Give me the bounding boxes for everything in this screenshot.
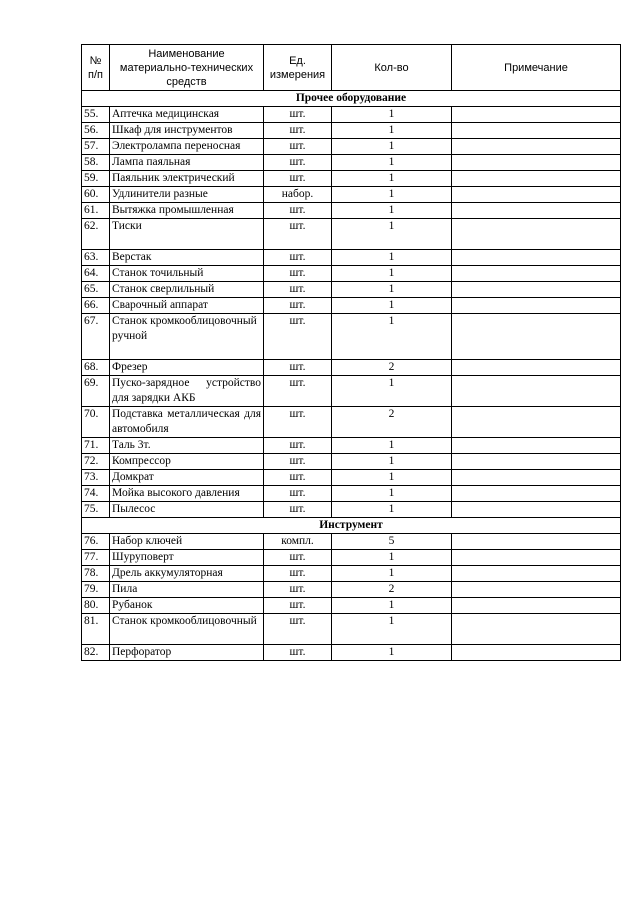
cell-note (452, 407, 621, 438)
cell-note (452, 298, 621, 314)
cell-name: Верстак (110, 250, 264, 266)
cell-name: Станок точильный (110, 266, 264, 282)
cell-qty: 1 (332, 298, 452, 314)
cell-unit: шт. (264, 645, 332, 661)
cell-qty: 5 (332, 534, 452, 550)
table-row (82, 502, 621, 518)
cell-unit: шт. (264, 454, 332, 470)
cell-num: 59. (82, 171, 110, 187)
cell-num: 65. (82, 282, 110, 298)
table-row (82, 598, 621, 614)
header-unit: Ед. измерения (264, 45, 332, 91)
section-header-row (82, 91, 621, 107)
cell-num: 78. (82, 566, 110, 582)
table-row (82, 360, 621, 376)
cell-note (452, 376, 621, 407)
cell-name: Подставка металлическая для автомобиля (110, 407, 264, 438)
cell-note (452, 566, 621, 582)
cell-unit: шт. (264, 550, 332, 566)
cell-name: Пуско-зарядное устройство для зарядки АКБ (110, 376, 264, 407)
cell-qty: 1 (332, 614, 452, 645)
cell-note (452, 219, 621, 250)
cell-qty: 1 (332, 219, 452, 250)
cell-note (452, 598, 621, 614)
cell-qty: 1 (332, 438, 452, 454)
cell-unit: компл. (264, 534, 332, 550)
cell-name: Шкаф для инструментов (110, 123, 264, 139)
cell-num: 57. (82, 139, 110, 155)
cell-num: 58. (82, 155, 110, 171)
table-row (82, 550, 621, 566)
cell-unit: шт. (264, 314, 332, 360)
cell-qty: 1 (332, 486, 452, 502)
cell-note (452, 266, 621, 282)
cell-num: 72. (82, 454, 110, 470)
cell-unit: шт. (264, 250, 332, 266)
table-row (82, 266, 621, 282)
cell-unit: шт. (264, 438, 332, 454)
cell-name: Станок кромкооблицовочный (110, 614, 264, 645)
cell-qty: 1 (332, 645, 452, 661)
cell-num: 71. (82, 438, 110, 454)
header-name: Наименование материально-технических средств (110, 45, 264, 91)
cell-note (452, 187, 621, 203)
cell-qty: 2 (332, 582, 452, 598)
cell-name: Сварочный аппарат (110, 298, 264, 314)
cell-num: 64. (82, 266, 110, 282)
section-title: Инструмент (82, 518, 621, 534)
cell-qty: 1 (332, 266, 452, 282)
table-row (82, 486, 621, 502)
table-row (82, 250, 621, 266)
cell-note (452, 123, 621, 139)
cell-qty: 1 (332, 598, 452, 614)
table-row (82, 438, 621, 454)
cell-name: Рубанок (110, 598, 264, 614)
cell-note (452, 171, 621, 187)
cell-unit: набор. (264, 187, 332, 203)
table-row (82, 582, 621, 598)
cell-qty: 1 (332, 376, 452, 407)
cell-num: 68. (82, 360, 110, 376)
cell-note (452, 470, 621, 486)
cell-qty: 1 (332, 123, 452, 139)
cell-note (452, 645, 621, 661)
table-row (82, 282, 621, 298)
cell-unit: шт. (264, 582, 332, 598)
cell-name: Аптечка медицинская (110, 107, 264, 123)
cell-name: Перфоратор (110, 645, 264, 661)
cell-note (452, 438, 621, 454)
header-num: № п/п (82, 45, 110, 91)
cell-unit: шт. (264, 486, 332, 502)
cell-name: Пылесос (110, 502, 264, 518)
table-row (82, 139, 621, 155)
cell-qty: 1 (332, 203, 452, 219)
cell-name: Компрессор (110, 454, 264, 470)
cell-qty: 2 (332, 360, 452, 376)
cell-qty: 2 (332, 407, 452, 438)
table-row (82, 534, 621, 550)
cell-qty: 1 (332, 314, 452, 360)
cell-unit: шт. (264, 502, 332, 518)
cell-num: 56. (82, 123, 110, 139)
table-row (82, 614, 621, 645)
cell-name: Пила (110, 582, 264, 598)
table-row (82, 171, 621, 187)
table-row (82, 123, 621, 139)
cell-num: 74. (82, 486, 110, 502)
cell-qty: 1 (332, 454, 452, 470)
cell-name: Лампа паяльная (110, 155, 264, 171)
cell-note (452, 550, 621, 566)
cell-name: Набор ключей (110, 534, 264, 550)
table-row (82, 107, 621, 123)
cell-num: 79. (82, 582, 110, 598)
cell-unit: шт. (264, 139, 332, 155)
cell-num: 70. (82, 407, 110, 438)
cell-qty: 1 (332, 282, 452, 298)
cell-num: 69. (82, 376, 110, 407)
cell-note (452, 139, 621, 155)
cell-unit: шт. (264, 123, 332, 139)
cell-num: 73. (82, 470, 110, 486)
cell-name: Удлинители разные (110, 187, 264, 203)
cell-name: Станок сверлильный (110, 282, 264, 298)
table-row (82, 645, 621, 661)
table-row (82, 203, 621, 219)
cell-name: Шуруповерт (110, 550, 264, 566)
cell-unit: шт. (264, 407, 332, 438)
cell-name: Тиски (110, 219, 264, 250)
cell-note (452, 582, 621, 598)
cell-num: 82. (82, 645, 110, 661)
cell-num: 80. (82, 598, 110, 614)
cell-unit: шт. (264, 107, 332, 123)
cell-qty: 1 (332, 502, 452, 518)
table-header-row (82, 45, 621, 91)
header-note: Примечание (452, 45, 621, 91)
cell-qty: 1 (332, 107, 452, 123)
cell-num: 62. (82, 219, 110, 250)
table-row (82, 155, 621, 171)
cell-num: 55. (82, 107, 110, 123)
cell-name: Дрель аккумуляторная (110, 566, 264, 582)
cell-unit: шт. (264, 266, 332, 282)
cell-qty: 1 (332, 470, 452, 486)
table-row (82, 376, 621, 407)
cell-num: 61. (82, 203, 110, 219)
cell-note (452, 155, 621, 171)
cell-unit: шт. (264, 155, 332, 171)
cell-name: Вытяжка промышленная (110, 203, 264, 219)
table-row (82, 470, 621, 486)
table-row (82, 298, 621, 314)
section-header-row (82, 518, 621, 534)
cell-name: Домкрат (110, 470, 264, 486)
cell-note (452, 534, 621, 550)
table-body (82, 91, 621, 661)
cell-note (452, 203, 621, 219)
cell-num: 77. (82, 550, 110, 566)
cell-name: Фрезер (110, 360, 264, 376)
cell-unit: шт. (264, 203, 332, 219)
cell-note (452, 454, 621, 470)
cell-qty: 1 (332, 187, 452, 203)
cell-name: Паяльник электрический (110, 171, 264, 187)
cell-qty: 1 (332, 171, 452, 187)
cell-qty: 1 (332, 566, 452, 582)
cell-name: Мойка высокого давления (110, 486, 264, 502)
table-row (82, 187, 621, 203)
cell-note (452, 314, 621, 360)
cell-note (452, 250, 621, 266)
cell-num: 75. (82, 502, 110, 518)
cell-note (452, 360, 621, 376)
cell-note (452, 282, 621, 298)
cell-num: 60. (82, 187, 110, 203)
table-row (82, 454, 621, 470)
cell-qty: 1 (332, 550, 452, 566)
cell-qty: 1 (332, 139, 452, 155)
cell-unit: шт. (264, 614, 332, 645)
table-row (82, 566, 621, 582)
cell-name: Таль 3т. (110, 438, 264, 454)
cell-num: 63. (82, 250, 110, 266)
cell-unit: шт. (264, 171, 332, 187)
cell-note (452, 107, 621, 123)
cell-num: 81. (82, 614, 110, 645)
cell-unit: шт. (264, 470, 332, 486)
cell-num: 76. (82, 534, 110, 550)
cell-note (452, 486, 621, 502)
table-row (82, 314, 621, 360)
section-title: Прочее оборудование (82, 91, 621, 107)
cell-note (452, 502, 621, 518)
cell-unit: шт. (264, 566, 332, 582)
inventory-table (81, 44, 621, 661)
table-row (82, 407, 621, 438)
cell-unit: шт. (264, 282, 332, 298)
cell-qty: 1 (332, 155, 452, 171)
cell-num: 66. (82, 298, 110, 314)
cell-unit: шт. (264, 598, 332, 614)
table-row (82, 219, 621, 250)
cell-unit: шт. (264, 298, 332, 314)
cell-num: 67. (82, 314, 110, 360)
cell-note (452, 614, 621, 645)
cell-name: Электролампа переносная (110, 139, 264, 155)
header-qty: Кол-во (332, 45, 452, 91)
cell-qty: 1 (332, 250, 452, 266)
cell-unit: шт. (264, 376, 332, 407)
cell-unit: шт. (264, 360, 332, 376)
cell-unit: шт. (264, 219, 332, 250)
cell-name: Станок кромкооблицовочный ручной (110, 314, 264, 360)
